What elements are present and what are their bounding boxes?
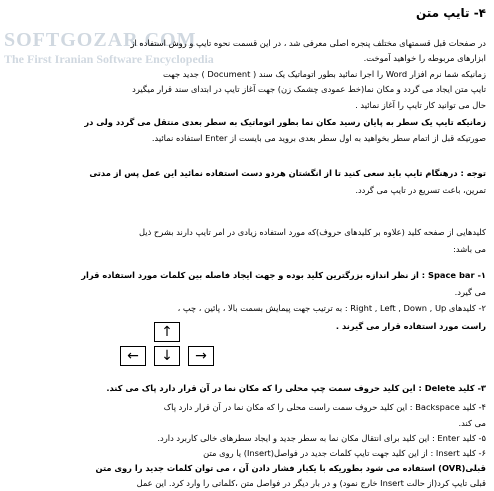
paragraph-line: در صفحات قبل قسمتهای مختلف پنجره اصلی معرفی شد ، در این قسمت نحوه تایپ و روش استفاده از	[130, 38, 486, 48]
list-item: ۴- کلید Backspace : این کلید حروف سمت راست محلی را که مکان نما در آن قرار دارد پاک	[163, 402, 486, 412]
arrow-right-icon: →	[188, 346, 214, 366]
list-item: ۲- کلیدهای Right , Left , Down , Up : به ترتیب جهت پیمایش بسمت بالا ، پائین ، چپ ،	[177, 303, 486, 313]
list-item: ۵- کلید Enter : این کلید برای انتقال مکان نما به سطر جدید و ایجاد سطرهای خالی کاربرد دارد.	[157, 433, 486, 443]
watermark-title: SOFTGOZAR.COM	[4, 29, 197, 51]
note-line: تمرین، باعث تسریع در تایپ می گردد.	[355, 185, 486, 195]
list-item: ۶- کلید Insert : از این کلید جهت تایپ کلمات جدید در فواصل(Insert) یا روی متن	[203, 448, 486, 458]
paragraph-line: صورتیکه قبل از اتمام سطر بخواهید به اول سطر بعدی بروید می بایست از Enter استفاده نمائید.	[151, 133, 486, 143]
list-item: می گیرد.	[454, 287, 486, 297]
arrow-left-icon: ←	[120, 346, 146, 366]
paragraph-line: زمانیکه تایپ یک سطر به پایان رسید مکان نما بطور اتوماتیک به سطر بعدی منتقل می گردد ولی در	[84, 117, 486, 127]
paragraph-line: می باشد:	[453, 244, 486, 254]
paragraph-line: تایپ متن ایجاد می گردد و مکان نما(خط عمودی چشمک زن) جهت آغاز تایپ در ابتدای سند قرار میگیرد	[132, 84, 486, 94]
arrow-down-icon: ↓	[154, 346, 180, 366]
watermark-subtitle: The First Iranian Software Encyclopedia	[4, 52, 214, 66]
list-item: قبلی تایپ کرد(از حالت Insert خارج نمود) و در بار دیگر در فواصل متن ،کلماتی را وارد کرد. این عمل	[136, 478, 486, 488]
list-item: راست مورد استفاده قرار می گیرند .	[335, 321, 486, 331]
list-item: می کند.	[458, 418, 486, 428]
list-item: ۱- Space bar : از نظر اندازه بزرگترین کلید بوده و جهت ایجاد فاصله بین کلمات مورد استفاده قرار	[81, 270, 486, 280]
paragraph-line: زمانیکه شما نرم افزار Word را اجرا نمائید بطور اتوماتیک یک سند ( Document ) جدید جهت	[162, 69, 486, 79]
arrow-keys-illustration	[118, 322, 216, 368]
paragraph-line: ابزارهای مربوطه را خواهید آموخت.	[363, 53, 486, 63]
list-item: ۳- کلید Delete : این کلید حروف سمت چپ محلی را که مکان نما در آن قرار دارد پاک می کند.	[106, 383, 486, 393]
note-line: توجه : درهنگام تایپ باید سعی کنید تا از انگشتان هردو دست استفاده نمائید این عمل پس از مدتی	[89, 168, 486, 178]
list-item: قبلی(OVR) استفاده می شود بطوریکه با یکبار فشار دادن آن ، می توان کلمات جدید را روی متن	[95, 463, 486, 473]
section-heading: ۴- تایپ متن	[415, 6, 486, 20]
paragraph-line: حال می توانید کار تایپ را آغاز نمائید .	[355, 100, 486, 110]
paragraph-line: کلیدهایی از صفحه کلید (علاوه بر کلیدهای حروف)که مورد استفاده زیادی در امر تایپ دارند بشرح ذیل	[139, 227, 486, 237]
arrow-up-icon: ↑	[154, 322, 180, 342]
